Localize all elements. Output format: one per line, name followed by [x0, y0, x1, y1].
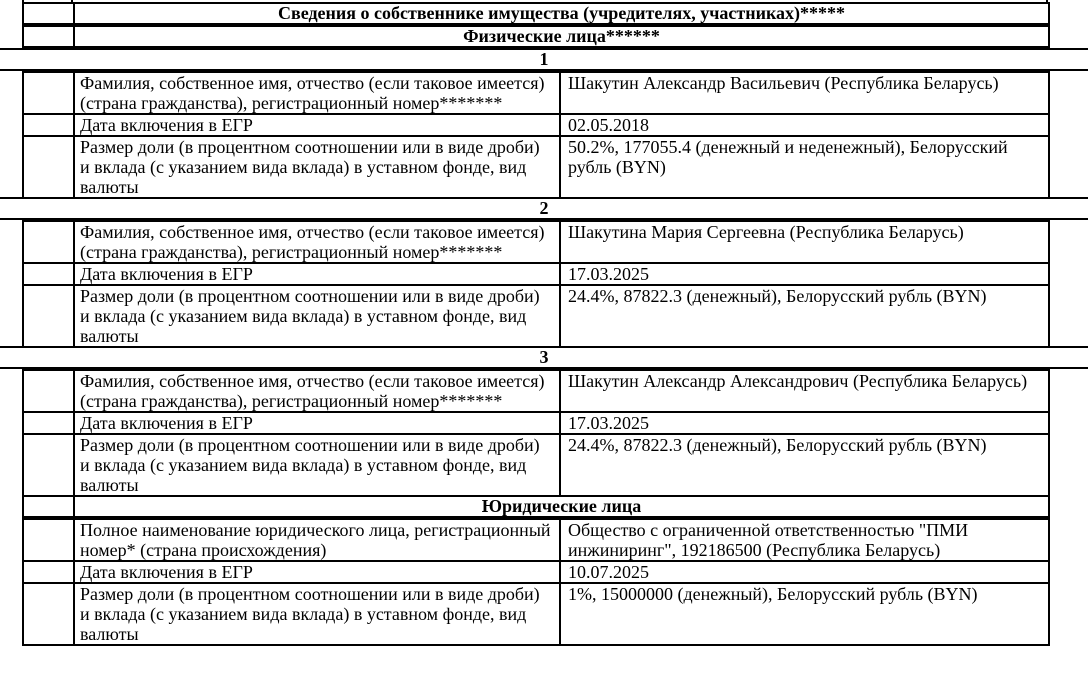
row-index-cell — [22, 413, 73, 433]
physical-persons-header: Физические лица****** — [73, 27, 1050, 46]
field-value: Общество с ограниченной ответственностью "ПМИ инжиниринг", 192186500 (Республика Беларусь) — [559, 520, 1050, 560]
table-row-share — [22, 582, 1050, 646]
row-index-cell — [22, 264, 73, 284]
table-row-date — [22, 113, 1050, 135]
table-row-share — [22, 433, 1050, 495]
row-index-cell — [22, 27, 73, 46]
field-label: Размер доли (в процентном соотношении или в виде дроби) и вклада (с указанием вида вклада) в уставном фонде, вид валюты — [73, 584, 559, 644]
row-index-cell — [22, 584, 73, 644]
table-row-legal-name — [22, 518, 1050, 560]
row-index-cell — [22, 520, 73, 560]
entry-number-row: 3 — [0, 346, 1088, 369]
field-value: 17.03.2025 — [559, 264, 1050, 284]
row-index-cell — [22, 497, 73, 516]
field-value: 24.4%, 87822.3 (денежный), Белорусский рубль (BYN) — [559, 435, 1050, 495]
table-row-share — [22, 284, 1050, 346]
field-label: Дата включения в ЕГР — [73, 264, 559, 284]
field-value: 10.07.2025 — [559, 562, 1050, 582]
row-index-cell — [22, 73, 73, 113]
field-value: 02.05.2018 — [559, 115, 1050, 135]
field-value: 24.4%, 87822.3 (денежный), Белорусский рубль (BYN) — [559, 286, 1050, 346]
row-index-cell — [22, 286, 73, 346]
entry-number-row: 1 — [0, 48, 1088, 71]
field-label: Размер доли (в процентном соотношении или в виде дроби) и вклада (с указанием вида вклада) в уставном фонде, вид валюты — [73, 286, 559, 346]
field-value: Шакутин Александр Александрович (Республика Беларусь) — [559, 371, 1050, 411]
row-index-cell — [22, 222, 73, 262]
table-row-name — [22, 71, 1050, 113]
owners-info-table — [0, 2, 1088, 646]
field-label: Размер доли (в процентном соотношении или в виде дроби) и вклада (с указанием вида вклада) в уставном фонде, вид валюты — [73, 435, 559, 495]
field-label: Полное наименование юридического лица, регистрационный номер* (страна происхождения) — [73, 520, 559, 560]
field-label: Размер доли (в процентном соотношении или в виде дроби) и вклада (с указанием вида вклада) в уставном фонде, вид валюты — [73, 137, 559, 197]
table-row-name — [22, 369, 1050, 411]
row-index-cell — [22, 4, 73, 23]
field-value: 50.2%, 177055.4 (денежный и неденежный), Белорусский рубль (BYN) — [559, 137, 1050, 197]
owners-section-title: Сведения о собственнике имущества (учредителях, участниках)***** — [73, 4, 1050, 23]
field-value: Шакутин Александр Васильевич (Республика Беларусь) — [559, 73, 1050, 113]
legal-entities-header-row — [22, 495, 1050, 518]
field-value: 1%, 15000000 (денежный), Белорусский рубль (BYN) — [559, 584, 1050, 644]
field-label: Фамилия, собственное имя, отчество (если таковое имеется) (страна гражданства), регистрационный номер******* — [73, 371, 559, 411]
field-value: 17.03.2025 — [559, 413, 1050, 433]
row-index-cell — [22, 435, 73, 495]
row-index-cell — [22, 562, 73, 582]
row-index-cell — [22, 371, 73, 411]
table-row-share — [22, 135, 1050, 197]
field-value: Шакутина Мария Сергеевна (Республика Беларусь) — [559, 222, 1050, 262]
field-label: Фамилия, собственное имя, отчество (если таковое имеется) (страна гражданства), регистрационный номер******* — [73, 73, 559, 113]
physical-persons-header-row — [22, 25, 1050, 48]
table-row-date — [22, 262, 1050, 284]
entry-number-row: 2 — [0, 197, 1088, 220]
owners-section-title-row — [22, 2, 1050, 25]
row-index-cell — [22, 137, 73, 197]
field-label: Дата включения в ЕГР — [73, 413, 559, 433]
table-row-date — [22, 560, 1050, 582]
field-label: Дата включения в ЕГР — [73, 115, 559, 135]
legal-entities-header: Юридические лица — [73, 497, 1050, 516]
field-label: Фамилия, собственное имя, отчество (если таковое имеется) (страна гражданства), регистрационный номер******* — [73, 222, 559, 262]
table-row-name — [22, 220, 1050, 262]
field-label: Дата включения в ЕГР — [73, 562, 559, 582]
row-index-cell — [22, 115, 73, 135]
table-row-date — [22, 411, 1050, 433]
